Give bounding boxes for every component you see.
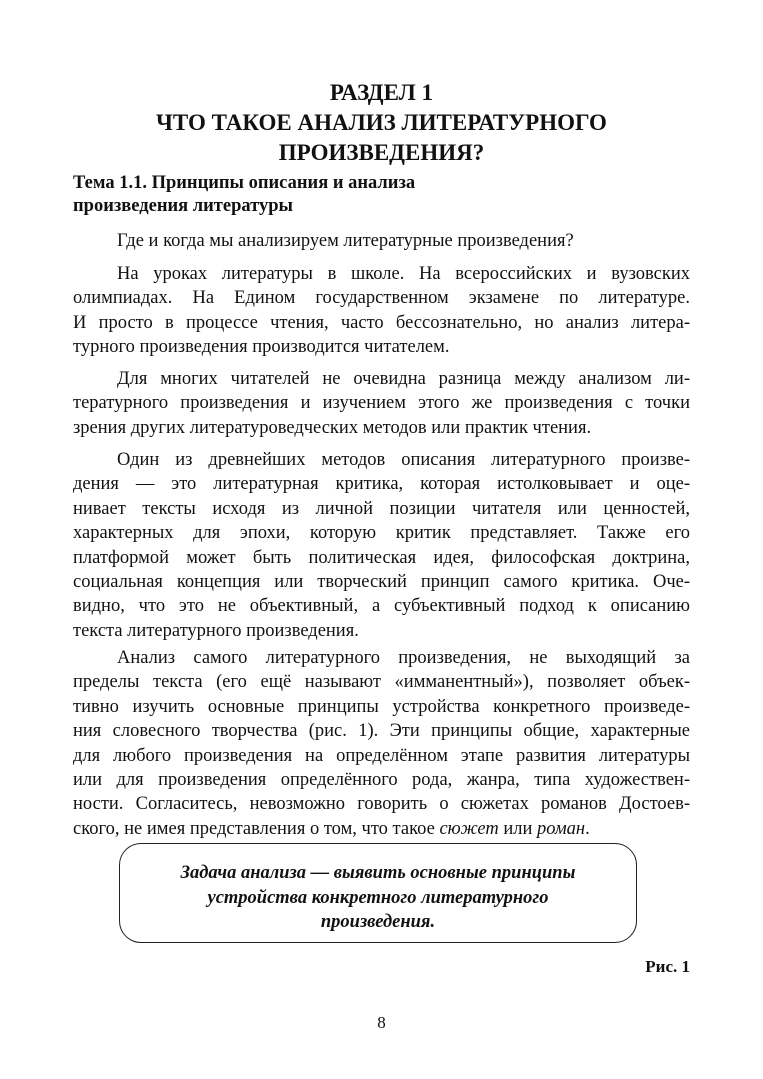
book-page xyxy=(73,0,690,1079)
text-line: Для многих читателей не очевидна разница между анализом ли- xyxy=(117,369,690,389)
text-line: тивно изучить основные принципы устройства конкретного произведе- xyxy=(73,696,690,717)
text-line: турного произведения производится читателем. xyxy=(73,337,450,358)
topic-title-line: произведения литературы xyxy=(73,196,293,216)
text-line: И просто в процессе чтения, часто бессознательно, но анализ литера- xyxy=(73,312,690,333)
section-title-line: РАЗДЕЛ 1 xyxy=(329,80,434,105)
text-line: или для произведения определённого рода, жанра, типа художествен- xyxy=(73,770,690,791)
text-fragment: ского, не имея представления о том, что такое xyxy=(73,818,440,839)
text-line: ности. Согласитесь, невозможно говорить о сюжетах романов Достоев- xyxy=(73,794,690,815)
text-fragment: . xyxy=(585,818,590,839)
figure-frame xyxy=(119,843,637,943)
topic-title xyxy=(73,172,690,218)
text-line: платформой может быть политическая идея, философская доктрина, xyxy=(73,547,690,568)
text-line: социальная концепция или творческий принцип самого критика. Оче- xyxy=(73,572,690,593)
topic-title-line: Тема 1.1. Принципы описания и анализа xyxy=(73,173,416,193)
text-line: текста литературного произведения. xyxy=(73,620,359,641)
paragraph-analysis xyxy=(73,646,690,841)
figure-text xyxy=(120,861,636,935)
paragraph-difference xyxy=(73,367,690,440)
text-line: олимпиадах. На Едином государственном экзамене по литературе. xyxy=(73,288,690,309)
paragraph-answer xyxy=(73,262,690,360)
text-line: Где и когда мы анализируем литературные произведения? xyxy=(117,231,574,251)
emphasis-term: сюжет xyxy=(439,818,499,839)
text-line: На уроках литературы в школе. На всероссийских и вузовских xyxy=(117,264,690,284)
section-title-line: ПРОИЗВЕДЕНИЯ? xyxy=(278,140,485,165)
paragraph-question xyxy=(73,229,690,253)
text-line: зрения других литературоведческих методов или практик чтения. xyxy=(73,417,592,438)
text-line: характерных для эпохи, которую критик представляет. Также его xyxy=(73,523,690,544)
figure-text-line: Задача анализа — выявить основные принципы xyxy=(180,863,576,883)
page-number: 8 xyxy=(377,1013,386,1032)
section-title-line: ЧТО ТАКОЕ АНАЛИЗ ЛИТЕРАТУРНОГО xyxy=(156,110,607,135)
text-line: дения — это литературная критика, которая истолковывает и оце- xyxy=(73,474,690,495)
emphasis-term: роман xyxy=(537,818,586,839)
text-fragment: или xyxy=(498,818,538,839)
figure-text-line: произведения. xyxy=(320,912,436,932)
text-line: пределы текста (его ещё называют «имманентный»), позволяет объек- xyxy=(73,672,690,693)
figure-text-line: устройства конкретного литературного xyxy=(207,887,549,908)
text-line: тературного произведения и изучением этого же произведения с точки xyxy=(73,393,690,414)
section-title xyxy=(73,78,690,168)
text-line: Анализ самого литературного произведения, не выходящий за xyxy=(117,648,690,668)
text-line: нивает тексты исходя из личной позиции читателя или ценностей, xyxy=(73,498,690,519)
text-line: Один из древнейших методов описания литературного произве- xyxy=(117,450,690,470)
figure-label: Рис. 1 xyxy=(645,957,690,976)
text-line: ния словесного творчества (рис. 1). Эти принципы общие, характерные xyxy=(73,721,690,742)
text-line: для любого произведения на определённом этапе развития литературы xyxy=(73,745,690,766)
text-line: видно, что это не объективный, а субъективный подход к описанию xyxy=(73,596,690,617)
text-line-with-emphasis xyxy=(73,817,690,841)
paragraph-criticism xyxy=(73,448,690,643)
